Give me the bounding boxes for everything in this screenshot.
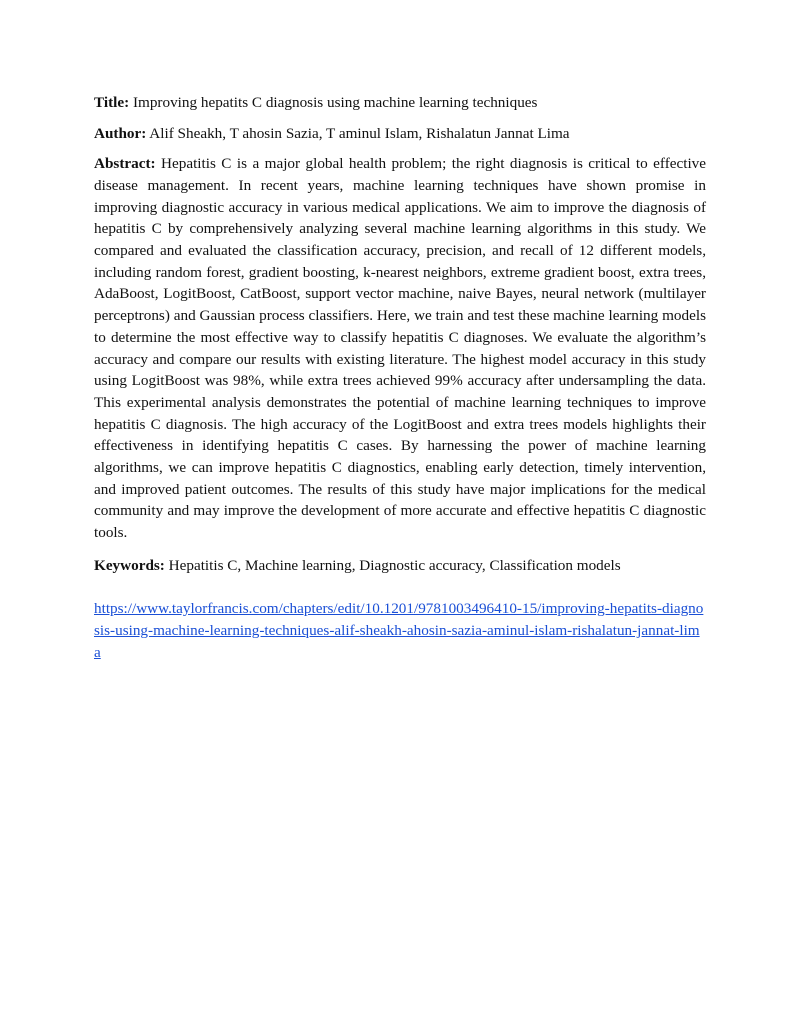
author-text: Alif Sheakh, T ahosin Sazia, T aminul Islam, Rishalatun Jannat Lima: [149, 124, 570, 142]
title-line: [94, 92, 706, 114]
abstract-label: Abstract:: [94, 155, 156, 173]
author-label: Author:: [94, 124, 147, 142]
author-line: [94, 123, 706, 145]
keywords-text: Hepatitis C, Machine learning, Diagnostic accuracy, Classification models: [168, 556, 621, 574]
abstract-paragraph: [94, 153, 706, 544]
document-page: [94, 92, 706, 663]
title-text: Improving hepatits C diagnosis using machine learning techniques: [132, 94, 538, 111]
keywords-line: [94, 555, 706, 577]
keywords-label: Keywords:: [94, 556, 165, 574]
title-label: Title:: [94, 94, 130, 111]
chapter-link[interactable]: https://www.taylorfrancis.com/chapters/edit/10.1201/9781003496410-15/improving-hepatits-diagnosis-using-machine-learning-techniques-alif-sheakh-ahosin-sazia-aminul-islam-rishalatun-jannat-lima: [94, 600, 704, 661]
abstract-text: Hepatitis C is a major global health problem; the right diagnosis is critical to effective disease management. In recent years, machine learning techniques have shown promise in improving diagnostic accuracy in various medical applications. We aim to improve the diagnosis of hepatitis C by comprehensively analyzing several machine learning algorithms in this study. We compared and evaluated the classification accuracy, precision, and recall of 12 different models, including random forest, gradient boosting, k-nearest neighbors, extreme gradient boost, extra trees, AdaBoost, LogitBoost, CatBoost, support vector machine, naive Bayes, neural network (multilayer perceptrons) and Gaussian process classifiers. Here, we train and test these machine learning models to determine the most effective way to classify hepatitis C diagnoses. We evaluate the algorithm’s accuracy and compare our results with existing literature. The highest model accuracy in this study using LogitBoost was 98%, while extra trees achieved 99% accuracy after undersampling the data. This experimental analysis demonstrates the potential of machine learning techniques to improve hepatitis C diagnosis. The high accuracy of the LogitBoost and extra trees models highlights their effectiveness in identifying hepatitis C cases. By harnessing the power of machine learning algorithms, we can improve hepatitis C diagnostics, enabling early detection, timely intervention, and improved patient outcomes. The results of this study have major implications for the medical community and may improve the development of more accurate and effective hepatitis C diagnostic tools.: [94, 155, 707, 542]
